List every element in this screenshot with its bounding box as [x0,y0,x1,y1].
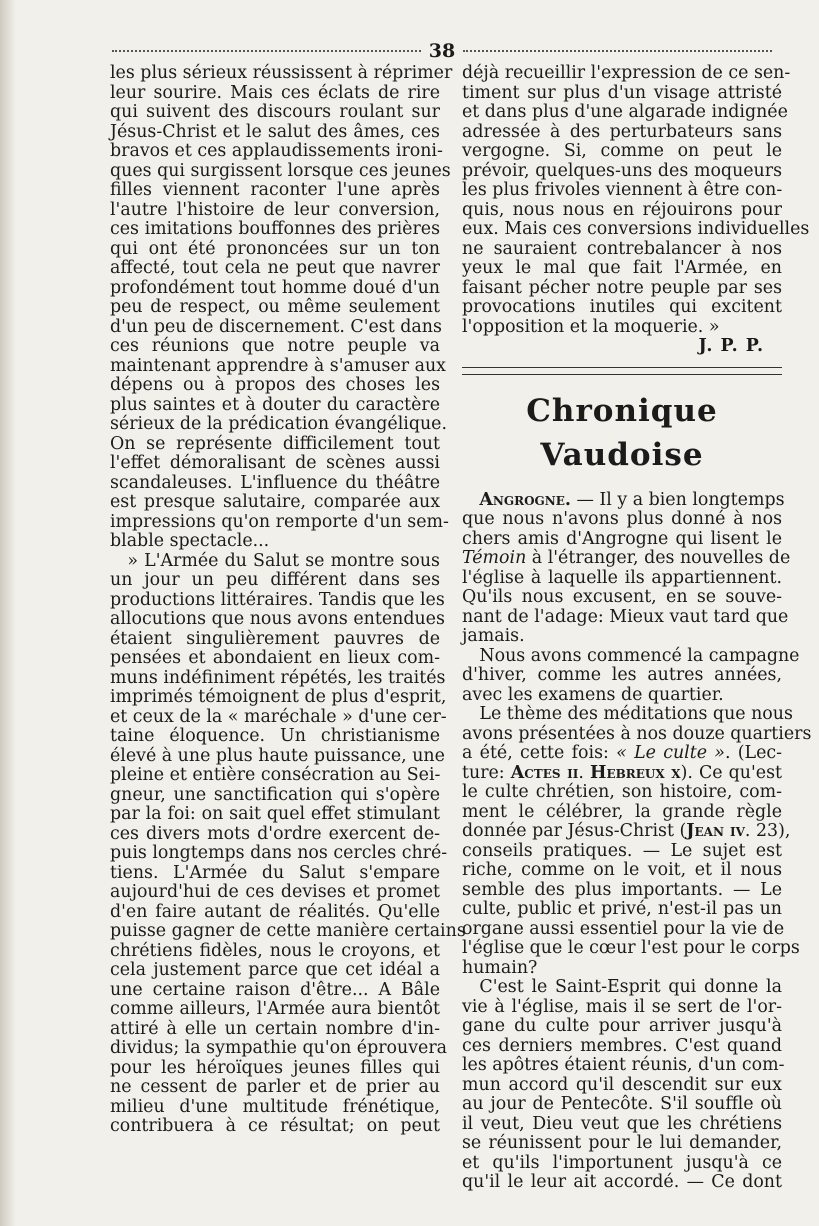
left-column [110,63,466,1137]
text-line: élevé à une plus haute puissance, une [110,745,445,766]
text-line: et qu'ils l'importunent jusqu'à ce [462,1152,782,1173]
text-line: attiré à elle un certain nombre d'in- [110,1018,440,1039]
theme-title: « Le culte » [616,743,725,763]
text-line: une certaine raison d'être... A Bâle [110,979,440,1000]
text-line: ne sauraient contrebalancer à nos [462,238,782,259]
page-header [112,38,772,64]
text-line: qu'il le leur ait accordé. — Ce dont [462,1172,782,1192]
chronicle-line: Le thème des méditations que nous [479,704,793,724]
text-line: cela justement parce que cet idéal a [110,960,440,980]
text-line: pensées et abondaient en lieux com- [110,648,440,668]
text-line: les apôtres étaient réunis, d'un com- [462,1055,785,1075]
chronicle-body [462,489,812,1193]
article-continuation [462,63,810,337]
chronicle-line: a été, cette fois: « Le culte ». (Lec- [462,743,782,763]
text-line: gneur, une sanctification qui s'opère [110,784,440,805]
text-line: pour les héroïques jeunes filles qui [110,1057,440,1078]
chronicle-line: l'église que le cœur l'est pour le corps [462,938,800,958]
chronicle-line: jamais. [462,626,525,646]
chronicle-line: humain? [462,957,538,978]
scripture-ref: Actes ii [510,762,579,783]
chronicle-line: avons présentées à nos douze quartiers [462,723,812,744]
text-line: les plus frivoles viennent à être con- [462,180,783,200]
text-line: l'opposition et la moquerie. » [462,316,720,337]
text-line: profondément tout homme doué d'un [110,277,440,298]
text-line: l'effet démoralisant de scènes aussi [110,453,440,473]
text-line: leur sourire. Mais ces éclats de rire [110,82,440,103]
text-line: ques qui surgissent lorsque ces jeunes [110,160,451,181]
text-line: gane du culte pour arriver jusqu'à [462,1016,782,1036]
text-line: quis, nous nous en réjouirons pour [462,199,782,220]
text-line: les plus sérieux réussissent à réprimer [110,63,453,83]
text-line: maintenant apprendre à s'amuser aux [110,355,446,376]
text-line: pleine et entière consécration au Sei- [110,765,441,785]
text-line: qui suivent des discours roulant sur [110,102,440,122]
text-line: mun accord qu'il descendit sur eux [462,1074,782,1095]
text-line: Nous avons commencé la campagne [479,645,800,666]
chronicle-line: ture: Actes ii. Hebreux x). Ce qu'est [462,762,782,783]
text-line: adressée à des perturbateurs sans [462,121,782,142]
text-line: peu de respect, ou même seulement [110,297,440,317]
text-line: dépens ou à propos des choses les [110,375,440,395]
text-line: ces derniers membres. C'est quand [462,1035,782,1056]
text-line: déjà recueillir l'expression de ce sen- [462,63,791,83]
section-divider [462,367,782,375]
text-line: ces réunions que notre peuple va [110,336,440,356]
text-line: puis longtemps dans nos cercles chré- [110,843,448,863]
text-line: étaient singulièrement pauvres de [110,628,440,649]
text-line: affecté, tout cela ne peut que navrer [110,258,440,278]
text-line: faisant pécher notre peuple par ses [462,277,782,298]
text-line: est presque salutaire, comparée aux [110,492,440,512]
text-line: l'autre l'histoire de leur conversion, [110,199,440,220]
text-line: filles viennent raconter l'une après [110,180,440,200]
text-line: vie à l'église, mais il se sert de l'or- [462,996,782,1017]
text-line: se réunissent pour le lui demander, [462,1133,782,1153]
chronicle-line: chers amis d'Angrogne qui lisent le [462,528,782,549]
chronicle-line: nant de l'adage: Mieux vaut tard que [462,606,789,627]
text-line: aujourd'hui de ces devises et promet [110,882,440,902]
text-line: allocutions que nous avons entendues [110,609,445,629]
text-line: il veut, Dieu veut que les chrétiens [462,1113,782,1134]
right-column [462,63,812,1193]
chronicle-line: l'église à laquelle ils appartiennent. [462,567,782,588]
text-line: d'un peu de discernement. C'est dans [110,316,442,337]
text-line: contribuera à ce résultat; on peut [110,1116,440,1136]
text-line: muns indéfiniment répétés, les traités [110,667,446,688]
text-line: » L'Armée du Salut se montre sous [127,550,440,571]
lead-place: Angrogne. [479,489,571,510]
text-line: au jour de Pentecôte. S'il souffle où [462,1094,782,1114]
page-number: 38 [428,39,456,62]
text-line: timent sur plus d'un visage attristé [462,82,782,103]
text-line: tiens. L'Armée du Salut s'empare [110,862,440,883]
paragraph-campaign [462,645,800,706]
text-line: sérieux de la prédication évangélique. [110,414,448,434]
chronicle-line: le culte chrétien, son histoire, com- [462,782,782,802]
paragraph-holy-spirit [462,977,785,1193]
text-line: vergogne. Si, comme on peut le [462,141,782,161]
text-line: plus saintes et à douter du caractère [110,394,440,415]
text-line: dividus; la sympathie qu'on éprouvera [110,1038,448,1058]
scripture-ref: Hebreux x [590,762,681,783]
text-line: d'en faire autant de réalités. Qu'elle [110,901,440,922]
scripture-ref: Jean iv [686,821,745,841]
text-line: puisse gagner de cette manière certains [110,921,466,941]
text-line: bravos et ces applaudissements ironi- [110,141,443,161]
chronicle-line: Qu'ils nous excusent, en se souve- [462,587,782,607]
text-line: C'est le Saint-Esprit qui donne la [479,977,782,997]
text-line: avec les examens de quartier. [462,684,724,705]
text-line: ces imitations bouffonnes des prières [110,219,440,239]
chronicle-line: conseils pratiques. — Le sujet est [462,840,782,861]
text-line: ces divers mots d'ordre exercent de- [110,823,440,844]
header-rule-left [112,50,421,52]
chronicle-line: culte, public et privé, n'est-il pas un [462,899,782,919]
text-line: un jour un peu différent dans ses [110,570,440,590]
text-line: et ceux de la « maréchale » d'une cer- [110,706,447,727]
text-line: comme ailleurs, l'Armée aura bientôt [110,999,440,1019]
text-line: On se représente difficilement tout [110,433,440,454]
text-line: eux. Mais ces conversions individuelles [462,219,810,239]
text-line: provocations inutiles qui excitent [462,297,782,317]
journal-name: Témoin [462,548,527,568]
page-edge-shadow [0,0,16,1226]
text-line: blable spectacle... [110,531,270,551]
text-line: scandaleuses. L'influence du théâtre [110,472,440,493]
chronicle-line: donnée par Jésus-Christ (Jean iv. 23), [462,821,791,841]
chronicle-line: Angrogne. — Il y a bien longtemps [479,489,785,510]
text-line: Jésus-Christ et le salut des âmes, ces [110,121,440,142]
text-line: et dans plus d'une algarade indignée [462,102,788,122]
text-line: impressions qu'on remporte d'un sem- [110,511,449,532]
chronicle-line: riche, comme on le voit, et il nous [462,860,782,880]
text-line: ne cessent de parler et de prier au [110,1077,440,1097]
section-title: Chronique Vaudoise [526,392,718,473]
text-line: par la foi: on sait quel effet stimulant [110,804,440,824]
text-line: milieu d'une multitude frénétique, [110,1096,440,1117]
text-line: chrétiens fidèles, nous le croyons, et [110,940,440,961]
text-line: prévoir, quelques-uns des moqueurs [462,160,782,181]
text-line: taine éloquence. Un christianisme [110,726,440,746]
text-line: productions littéraires. Tandis que les [110,589,445,610]
chronicle-line: semble des plus importants. — Le [462,879,782,900]
text-line: yeux le mal que fait l'Armée, en [462,258,782,278]
chronicle-line: ment le célébrer, la grande règle [462,801,782,822]
text-line: d'hiver, comme les autres années, [462,665,782,685]
text-line: imprimés témoignent de plus d'esprit, [110,687,447,707]
chronicle-line: Témoin à l'étranger, des nouvelles de [462,548,791,568]
header-rule-right [463,50,772,52]
chronicle-line: organe aussi essentiel pour la vie de [462,918,785,939]
text-line: qui ont été prononcées sur un ton [110,238,440,259]
chronicle-line: que nous n'avons plus donné à nos [462,509,782,529]
signature: J. P. P. [698,336,764,356]
